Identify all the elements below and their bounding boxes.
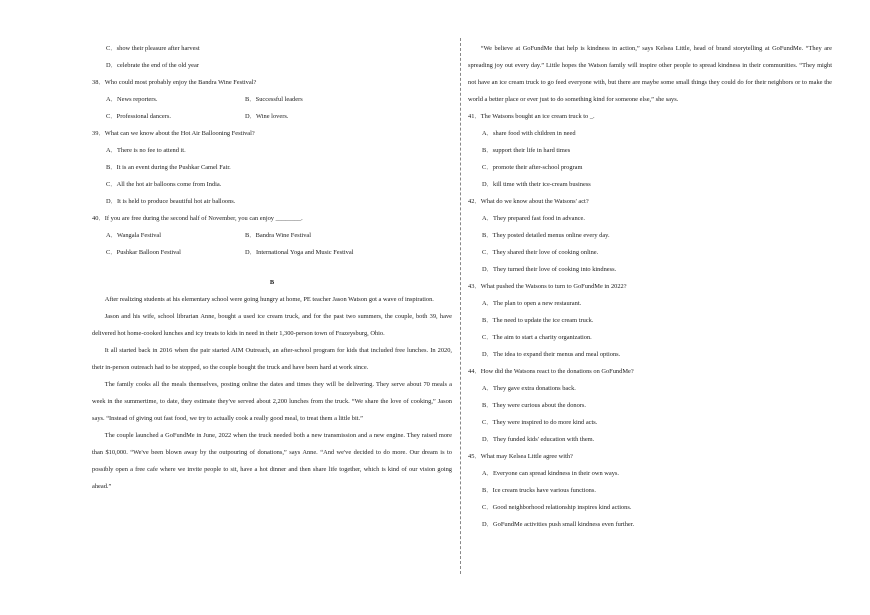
- q40-options-row-2: [92, 244, 452, 261]
- q38-option-d: D．Wine lovers.: [245, 113, 289, 120]
- right-column: [468, 40, 832, 533]
- q43-option-a: A．The plan to open a new restaurant.: [482, 300, 582, 307]
- q42-option-c: C．They shared their love of cooking online.: [482, 249, 599, 256]
- q42-option-a: A．They prepared fast food in advance.: [482, 215, 585, 222]
- passage-paragraph-2: Jason and his wife, school librarian Anne, bought a used ice cream truck, and for the past two summers, the couple, both 39, have delivered hot home-cooked lunches and icy treats to kids in need in their 1,300-person town of Frazeysburg, Ohio.: [92, 313, 452, 337]
- q38-option-c: C．Professional dancers.: [106, 113, 171, 120]
- passage-paragraph-3: It all started back in 2016 when the pair started AIM Outreach, an after-school program for kids that included free lunches. In 2020, their in-person outreach had to be stopped, so the couple bought the truck and have been hard at work since.: [92, 347, 452, 371]
- q38-stem: 38．Who could most probably enjoy the Bandra Wine Festival?: [92, 79, 257, 86]
- q42-option-d: D．They turned their love of cooking into kindness.: [482, 266, 617, 273]
- q37-option-d: D．celebrate the end of the old year: [106, 62, 199, 69]
- q44-stem: 44．How did the Watsons react to the donations on GoFundMe?: [468, 368, 634, 375]
- q42-stem: 42．What do we know about the Watsons' act?: [468, 198, 589, 205]
- q43-option-b: B．The need to update the ice cream truck.: [482, 317, 594, 324]
- q44-option-a: A．They gave extra donations back.: [482, 385, 576, 392]
- q45-option-b: B．Ice cream trucks have various functions.: [482, 487, 596, 494]
- q40-option-c: C．Pushkar Balloon Festival: [106, 249, 181, 256]
- q38-option-b: B．Successful leaders: [245, 96, 303, 103]
- q45-option-c: C．Good neighborhood relationship inspires kind actions.: [482, 504, 632, 511]
- q37-option-c: C．show their pleasure after harvest: [106, 45, 200, 52]
- q41-option-c: C．promote their after-school program: [482, 164, 583, 171]
- q45-option-d: D．GoFundMe activities push small kindness even further.: [482, 521, 635, 528]
- q39-stem: 39．What can we know about the Hot Air Ballooning Festival?: [92, 130, 255, 137]
- q41-option-b: B．support their life in hard times: [482, 147, 571, 154]
- q41-option-a: A．share food with children in need: [482, 130, 576, 137]
- q39-option-c: C．All the hot air balloons come from India.: [106, 181, 222, 188]
- q43-stem: 43．What pushed the Watsons to turn to GoFundMe in 2022?: [468, 283, 627, 290]
- q43-option-c: C．The aim to start a charity organization.: [482, 334, 592, 341]
- section-b-title: B: [269, 279, 275, 286]
- q44-option-b: B．They were curious about the donors.: [482, 402, 587, 409]
- q39-option-b: B．It is an event during the Pushkar Camel Fair.: [106, 164, 231, 171]
- passage-paragraph-5: The couple launched a GoFundMe in June, 2022 when the truck needed both a new transmission and a new engine. They raised more than $10,000. “We've been blown away by the outpouring of donations,” says Anne. “And we've decided to do more. Our dream is to possibly open a free cafe where we invite people to sit, have a hot dinner and then share life together, which is kind of our vision going ahead.”: [92, 432, 452, 490]
- q44-option-c: C．They were inspired to do more kind acts.: [482, 419, 598, 426]
- q39-option-d: D．It is held to produce beautiful hot air balloons.: [106, 198, 236, 205]
- q39-option-a: A．There is no fee to attend it.: [106, 147, 186, 154]
- q40-option-b: B．Bandra Wine Festival: [245, 232, 312, 239]
- q40-options-row-1: [92, 227, 452, 244]
- passage-paragraph-1: After realizing students at his elementary school were going hungry at home, PE teacher Jason Watson got a wave of inspiration.: [104, 296, 434, 303]
- q41-option-d: D．kill time with their ice-cream business: [482, 181, 591, 188]
- q38-option-a: A．News reporters.: [106, 96, 158, 103]
- left-column: [92, 40, 452, 495]
- q38-options-row-1: [92, 91, 452, 108]
- q45-stem: 45．What may Kelsea Little agree with?: [468, 453, 573, 460]
- q42-option-b: B．They posted detailed menus online every day.: [482, 232, 610, 239]
- passage-paragraph-6: “We believe at GoFundMe that help is kindness in action,” says Kelsea Little, head of brand storytelling at GoFundMe. “They are spreading joy out every day.” Little hopes the Watson family will inspire other people to spread kindness in their communities. “They might not have an ice cream truck to go feed everyone with, but there are maybe some small things they could do for their neighbors or to make the world a better place or ever just to do something kind for someone else,” she says.: [468, 45, 832, 103]
- q45-option-a: A．Everyone can spread kindness in their own ways.: [482, 470, 620, 477]
- q44-option-d: D．They funded kids' education with them.: [482, 436, 595, 443]
- q43-option-d: D．The idea to expand their menus and meal options.: [482, 351, 621, 358]
- q40-option-a: A．Wangala Festival: [106, 232, 162, 239]
- passage-paragraph-4: The family cooks all the meals themselves, posting online the dates and times they will be delivering. They serve about 70 meals a week in the summertime, to date, they estimate they've served about 2,200 lunches from the truck. “We share the love of cooking,” Jason says. “Instead of giving out fast food, we try to actually cook a really good meal, to treat them a little bit.”: [92, 381, 452, 422]
- q38-options-row-2: [92, 108, 452, 125]
- column-divider: [460, 38, 461, 574]
- q40-stem: 40．If you are free during the second half of November, you can enjoy ________.: [92, 215, 303, 222]
- q40-option-d: D．International Yoga and Music Festival: [245, 249, 354, 256]
- q41-stem: 41．The Watsons bought an ice cream truck to _.: [468, 113, 595, 120]
